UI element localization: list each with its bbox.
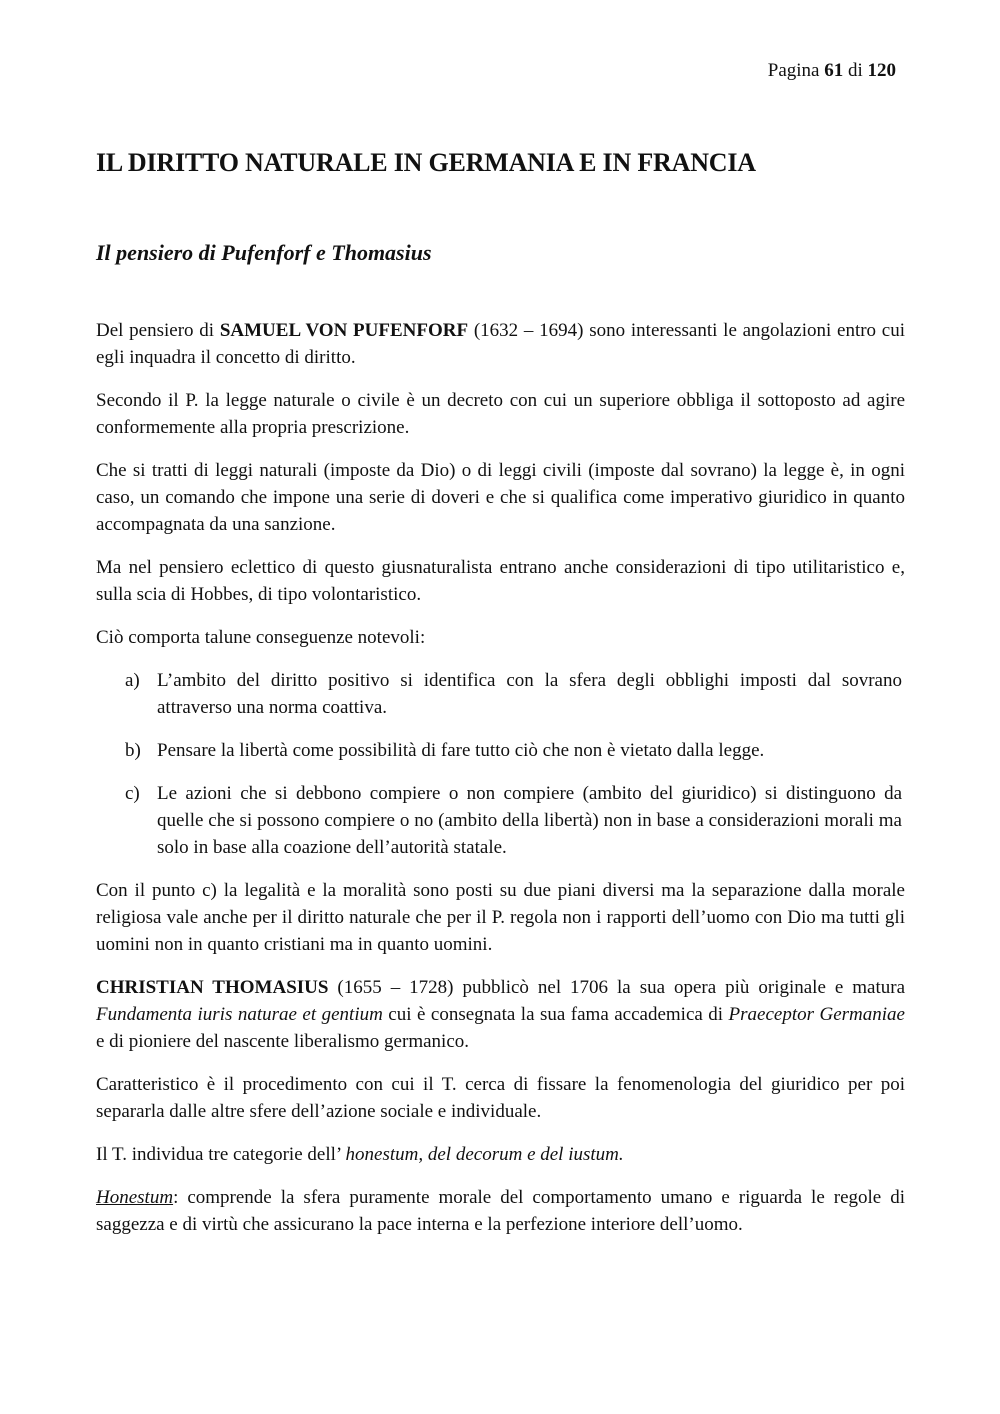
list-marker: c)	[125, 783, 140, 804]
section-subtitle: Il pensiero di Pufenforf e Thomasius	[96, 240, 432, 265]
paragraph: Secondo il P. la legge naturale o civile è un decreto con cui un superiore obbliga il sottoposto ad agire conformemente alla propria prescrizione.	[96, 390, 905, 438]
text: (1655 – 1728) pubblicò nel 1706 la sua opera più originale e matura	[328, 977, 905, 998]
categories: honestum, del decorum e del iustum.	[345, 1144, 624, 1165]
list-item	[96, 737, 905, 764]
page-current: 61	[824, 60, 844, 81]
epithet: Praeceptor Germaniae	[728, 1004, 905, 1025]
list-item-text: Pensare la libertà come possibilità di fare tutto ciò che non è vietato dalla legge.	[157, 740, 765, 761]
paragraph: Caratteristico è il procedimento con cui il T. cerca di fissare la fenomenologia del giuridico per poi separarla dalle altre sfere dell’azione sociale e individuale.	[96, 1074, 905, 1122]
list-item-text: L’ambito del diritto positivo si identifica con la sfera degli obblighi imposti dal sovrano attraverso una norma coattiva.	[157, 670, 902, 718]
term-honestum: Honestum	[96, 1187, 174, 1208]
paragraph-categories	[96, 1141, 905, 1168]
text: Il T. individua tre categorie dell’	[96, 1144, 346, 1165]
list-item	[96, 780, 905, 861]
text: : comprende la sfera puramente morale del comportamento umano e riguarda le regole di saggezza e di virtù che assicurano la pace interna e la perfezione interiore dell’uomo.	[96, 1187, 905, 1235]
consequences-list	[96, 667, 905, 861]
work-title: Fundamenta iuris naturae et gentium	[96, 1004, 383, 1025]
list-marker: a)	[125, 670, 140, 691]
text: Del pensiero di	[96, 320, 220, 341]
author-name: SAMUEL VON PUFENFORF	[219, 320, 469, 341]
document-body	[96, 148, 905, 1254]
paragraph: Ciò comporta talune conseguenze notevoli:	[96, 627, 426, 648]
paragraph-thomasius	[96, 974, 905, 1055]
paragraph: Che si tratti di leggi naturali (imposte da Dio) o di leggi civili (imposte dal sovrano) la legge è, in ogni caso, un comando che impone una serie di doveri e che si qualifica come imperativo giuridico in quanto accompagnata da una sanzione.	[96, 460, 905, 535]
text: e di pioniere del nascente liberalismo germanico.	[96, 1031, 469, 1052]
chapter-title: IL DIRITTO NATURALE IN GERMANIA E IN FRANCIA	[96, 148, 756, 177]
page-number	[768, 60, 896, 82]
page-prefix: Pagina	[767, 60, 820, 81]
text: (1632 – 1694) sono interessanti le angolazioni entro cui egli inquadra il concetto di diritto.	[96, 320, 906, 368]
page-total: 120	[867, 60, 896, 81]
author-name: CHRISTIAN THOMASIUS	[96, 977, 329, 998]
paragraph: Ma nel pensiero eclettico di questo giusnaturalista entrano anche considerazioni di tipo utilitaristico e, sulla scia di Hobbes, di tipo volontaristico.	[96, 557, 905, 605]
list-marker: b)	[125, 740, 141, 761]
paragraph: Con il punto c) la legalità e la moralità sono posti su due piani diversi ma la separazione dalla morale religiosa vale anche per il diritto naturale che per il P. regola non i rapporti dell’uomo con Dio ma tutti gli uomini non in quanto cristiani ma in quanto uomini.	[96, 880, 905, 955]
page-sep: di	[847, 60, 863, 81]
list-item	[96, 667, 905, 721]
paragraph-honestum	[96, 1184, 905, 1238]
list-item-text: Le azioni che si debbono compiere o non compiere (ambito del giuridico) si distinguono da quelle che si possono compiere o no (ambito della libertà) non in base a considerazioni morali ma solo in base alla coazione dell’autorità statale.	[157, 783, 902, 858]
text: cui è consegnata la sua fama accademica di	[382, 1004, 729, 1025]
paragraph-pufendorf-intro	[96, 317, 905, 371]
